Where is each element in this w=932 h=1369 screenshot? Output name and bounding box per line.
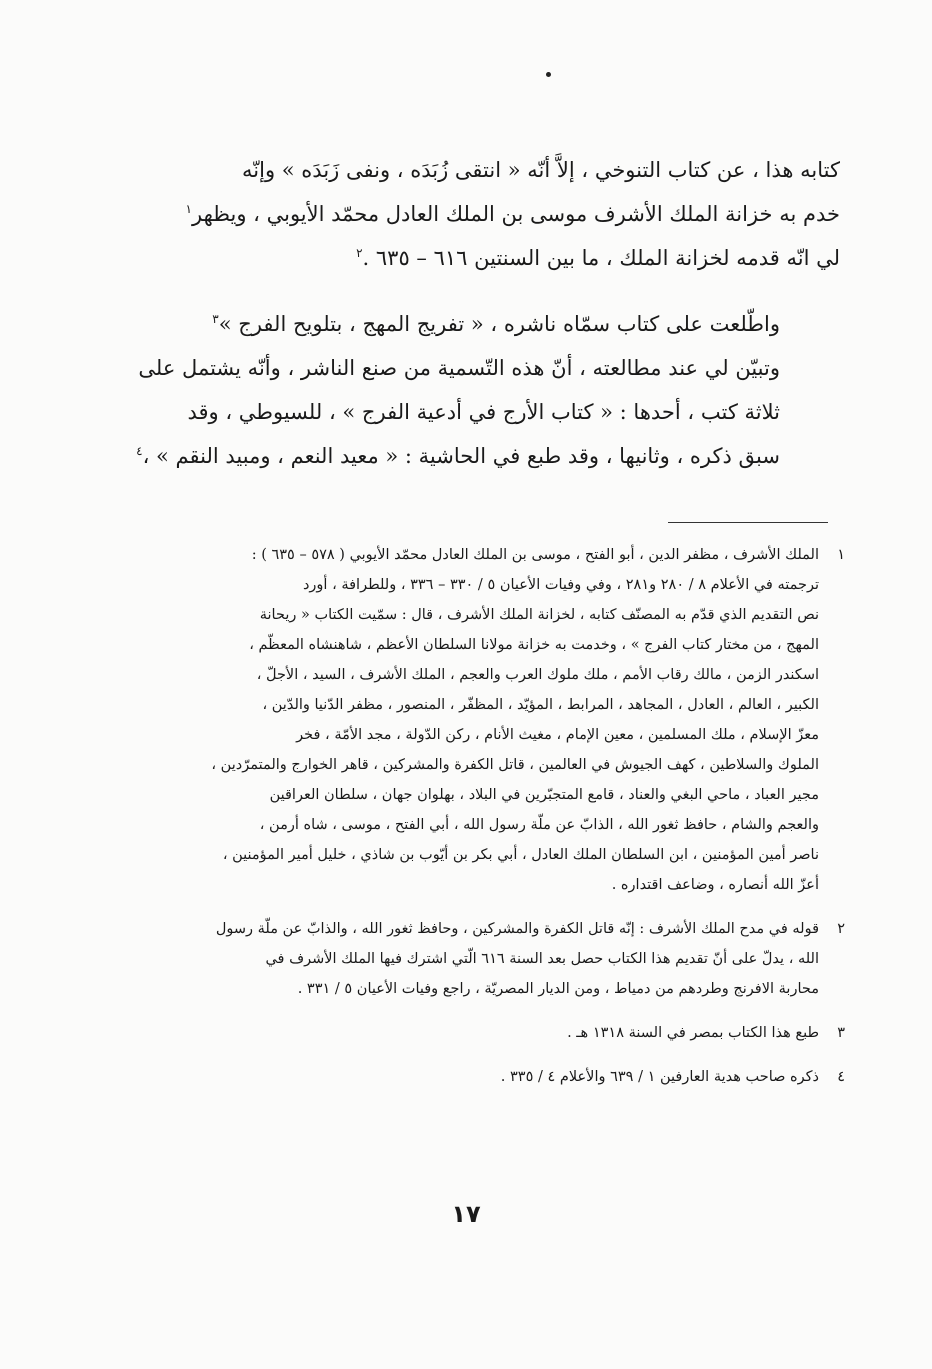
footnote-line: اسكندر الزمن ، مالك رقاب الأمم ، ملك ملوك العرب والعجم ، الملك الأشرف ، السيد ، الأجلّ ،	[256, 667, 819, 683]
footnote-line: قوله في مدح الملك الأشرف : إنّه قاتل الكفرة والمشركين ، وحافظ ثغور الله ، والذابّ عن ملّة رسول	[215, 921, 819, 937]
footnote-line: الملك الأشرف ، مظفر الدين ، أبو الفتح ، موسى بن الملك العادل محمّد الأيوبي ( ٥٧٨ – ٦٣٥ ) :	[251, 547, 819, 563]
page-mark	[546, 72, 551, 77]
footnote-ref[interactable]: ١	[185, 202, 192, 216]
footnote-number: ٤	[837, 1069, 845, 1085]
text-line: وتبيّن لي عند مطالعته ، أنّ هذه التّسمية من صنع الناشر ، وأنّه يشتمل على	[138, 356, 780, 380]
footnote-number: ٢	[837, 921, 845, 937]
text-line: واطّلعت على كتاب سمّاه ناشره ، « تفريج المهج ، بتلويح الفرج »$^٣$	[212, 312, 780, 336]
footnote-ref[interactable]: ٢	[356, 246, 363, 260]
footnote-line: مجير العباد ، ماحي البغي والعناد ، قامع المتجبّرين في البلاد ، بهلوان جهان ، سلطان العراقين	[269, 787, 819, 803]
footnote-line: نص التقديم الذي قدّم به المصنّف كتابه ، لخزانة الملك الأشرف ، قال : سمّيت الكتاب « ريحانة	[259, 607, 819, 623]
footnote-line: ذكره صاحب هدية العارفين ١ / ٦٣٩ والأعلام ٤ / ٣٣٥ .	[500, 1069, 819, 1085]
paragraph-1	[150, 148, 840, 280]
paragraph-2	[136, 302, 840, 478]
footnote-line: الله ، يدلّ على أنّ تقديم هذا الكتاب حصل بعد السنة ٦١٦ الّتي اشترك فيها الملك الأشرف في	[265, 951, 819, 967]
footnote-ref[interactable]: ٣	[212, 312, 219, 326]
footnote-3	[155, 1018, 845, 1048]
text-line: سبق ذكره ، وثانيها ، وقد طبع في الحاشية : « معيد النعم ، ومبيد النقم » ،$^٤$	[136, 444, 780, 468]
page-number: ١٧	[451, 1200, 481, 1228]
footnote-4	[155, 1062, 845, 1092]
footnote-line: والعجم والشام ، حافظ ثغور الله ، الذابّ عن ملّة رسول الله ، أبي الفتح ، موسى ، شاه أرمن ،	[259, 817, 819, 833]
footnote-line: طبع هذا الكتاب بمصر في السنة ١٣١٨ هـ .	[567, 1025, 819, 1041]
text-line: لي انّه قدمه لخزانة الملك ، ما بين السنتين ٦١٦ – ٦٣٥ .$^٢$	[356, 246, 840, 270]
footnote-line: الملوك والسلاطين ، كهف الجيوش في العالمين ، قاتل الكفرة والمشركين ، قاهر الخوارج والمتمرّدين ،	[211, 757, 819, 773]
text-line: كتابه هذا ، عن كتاب التنوخي ، إلاَّ أنّه « انتقى زُبَدَه ، ونفى زَبَدَه » وإنّه	[242, 158, 840, 182]
footnote-line: محاربة الافرنج وطردهم من دمياط ، ومن الديار المصريّة ، راجع وفيات الأعيان ٥ / ٣٣١ .	[297, 981, 819, 997]
footnotes	[155, 540, 845, 1092]
footnote-line: المهج ، من مختار كتاب الفرج » ، وخدمت به خزانة مولانا السلطان الأعظم ، شاهنشاه المعظّم ،	[249, 637, 819, 653]
footnote-line: ناصر أمين المؤمنين ، ابن السلطان الملك العادل ، أبي بكر بن أيّوب بن شاذي ، خليل أمير المؤمنين ،	[222, 847, 819, 863]
footnote-line: أعزّ الله أنصاره ، وضاعف اقتداره .	[611, 877, 819, 893]
footnote-ref[interactable]: ٤	[136, 444, 143, 458]
footnote-line: معزّ الإسلام ، ملك المسلمين ، معين الإمام ، مغيث الأنام ، ركن الدّولة ، مجد الأمّة ، فخر	[296, 727, 819, 743]
text-line: ثلاثة كتب ، أحدها : « كتاب الأرج في أدعية الفرج » ، للسيوطي ، وقد	[187, 400, 780, 424]
footnote-1	[155, 540, 845, 900]
footnote-line: ترجمته في الأعلام ٨ / ٢٨٠ و٢٨١ ، وفي وفيات الأعيان ٥ / ٣٣٠ – ٣٣٦ ، وللطرافة ، أورد	[302, 577, 819, 593]
footnote-separator	[668, 522, 828, 523]
footnote-2	[155, 914, 845, 1004]
footnote-line: الكبير ، العالم ، العادل ، المجاهد ، المرابط ، المؤيّد ، المظفّر ، المنصور ، مظفر الدّنيا والدّين ،	[262, 697, 819, 713]
text-line: خدم به خزانة الملك الأشرف موسى بن الملك العادل محمّد الأيوبي ، ويظهر$^١$	[185, 202, 840, 226]
footnote-number: ١	[837, 547, 845, 563]
main-text	[136, 148, 840, 478]
footnote-number: ٣	[837, 1025, 845, 1041]
